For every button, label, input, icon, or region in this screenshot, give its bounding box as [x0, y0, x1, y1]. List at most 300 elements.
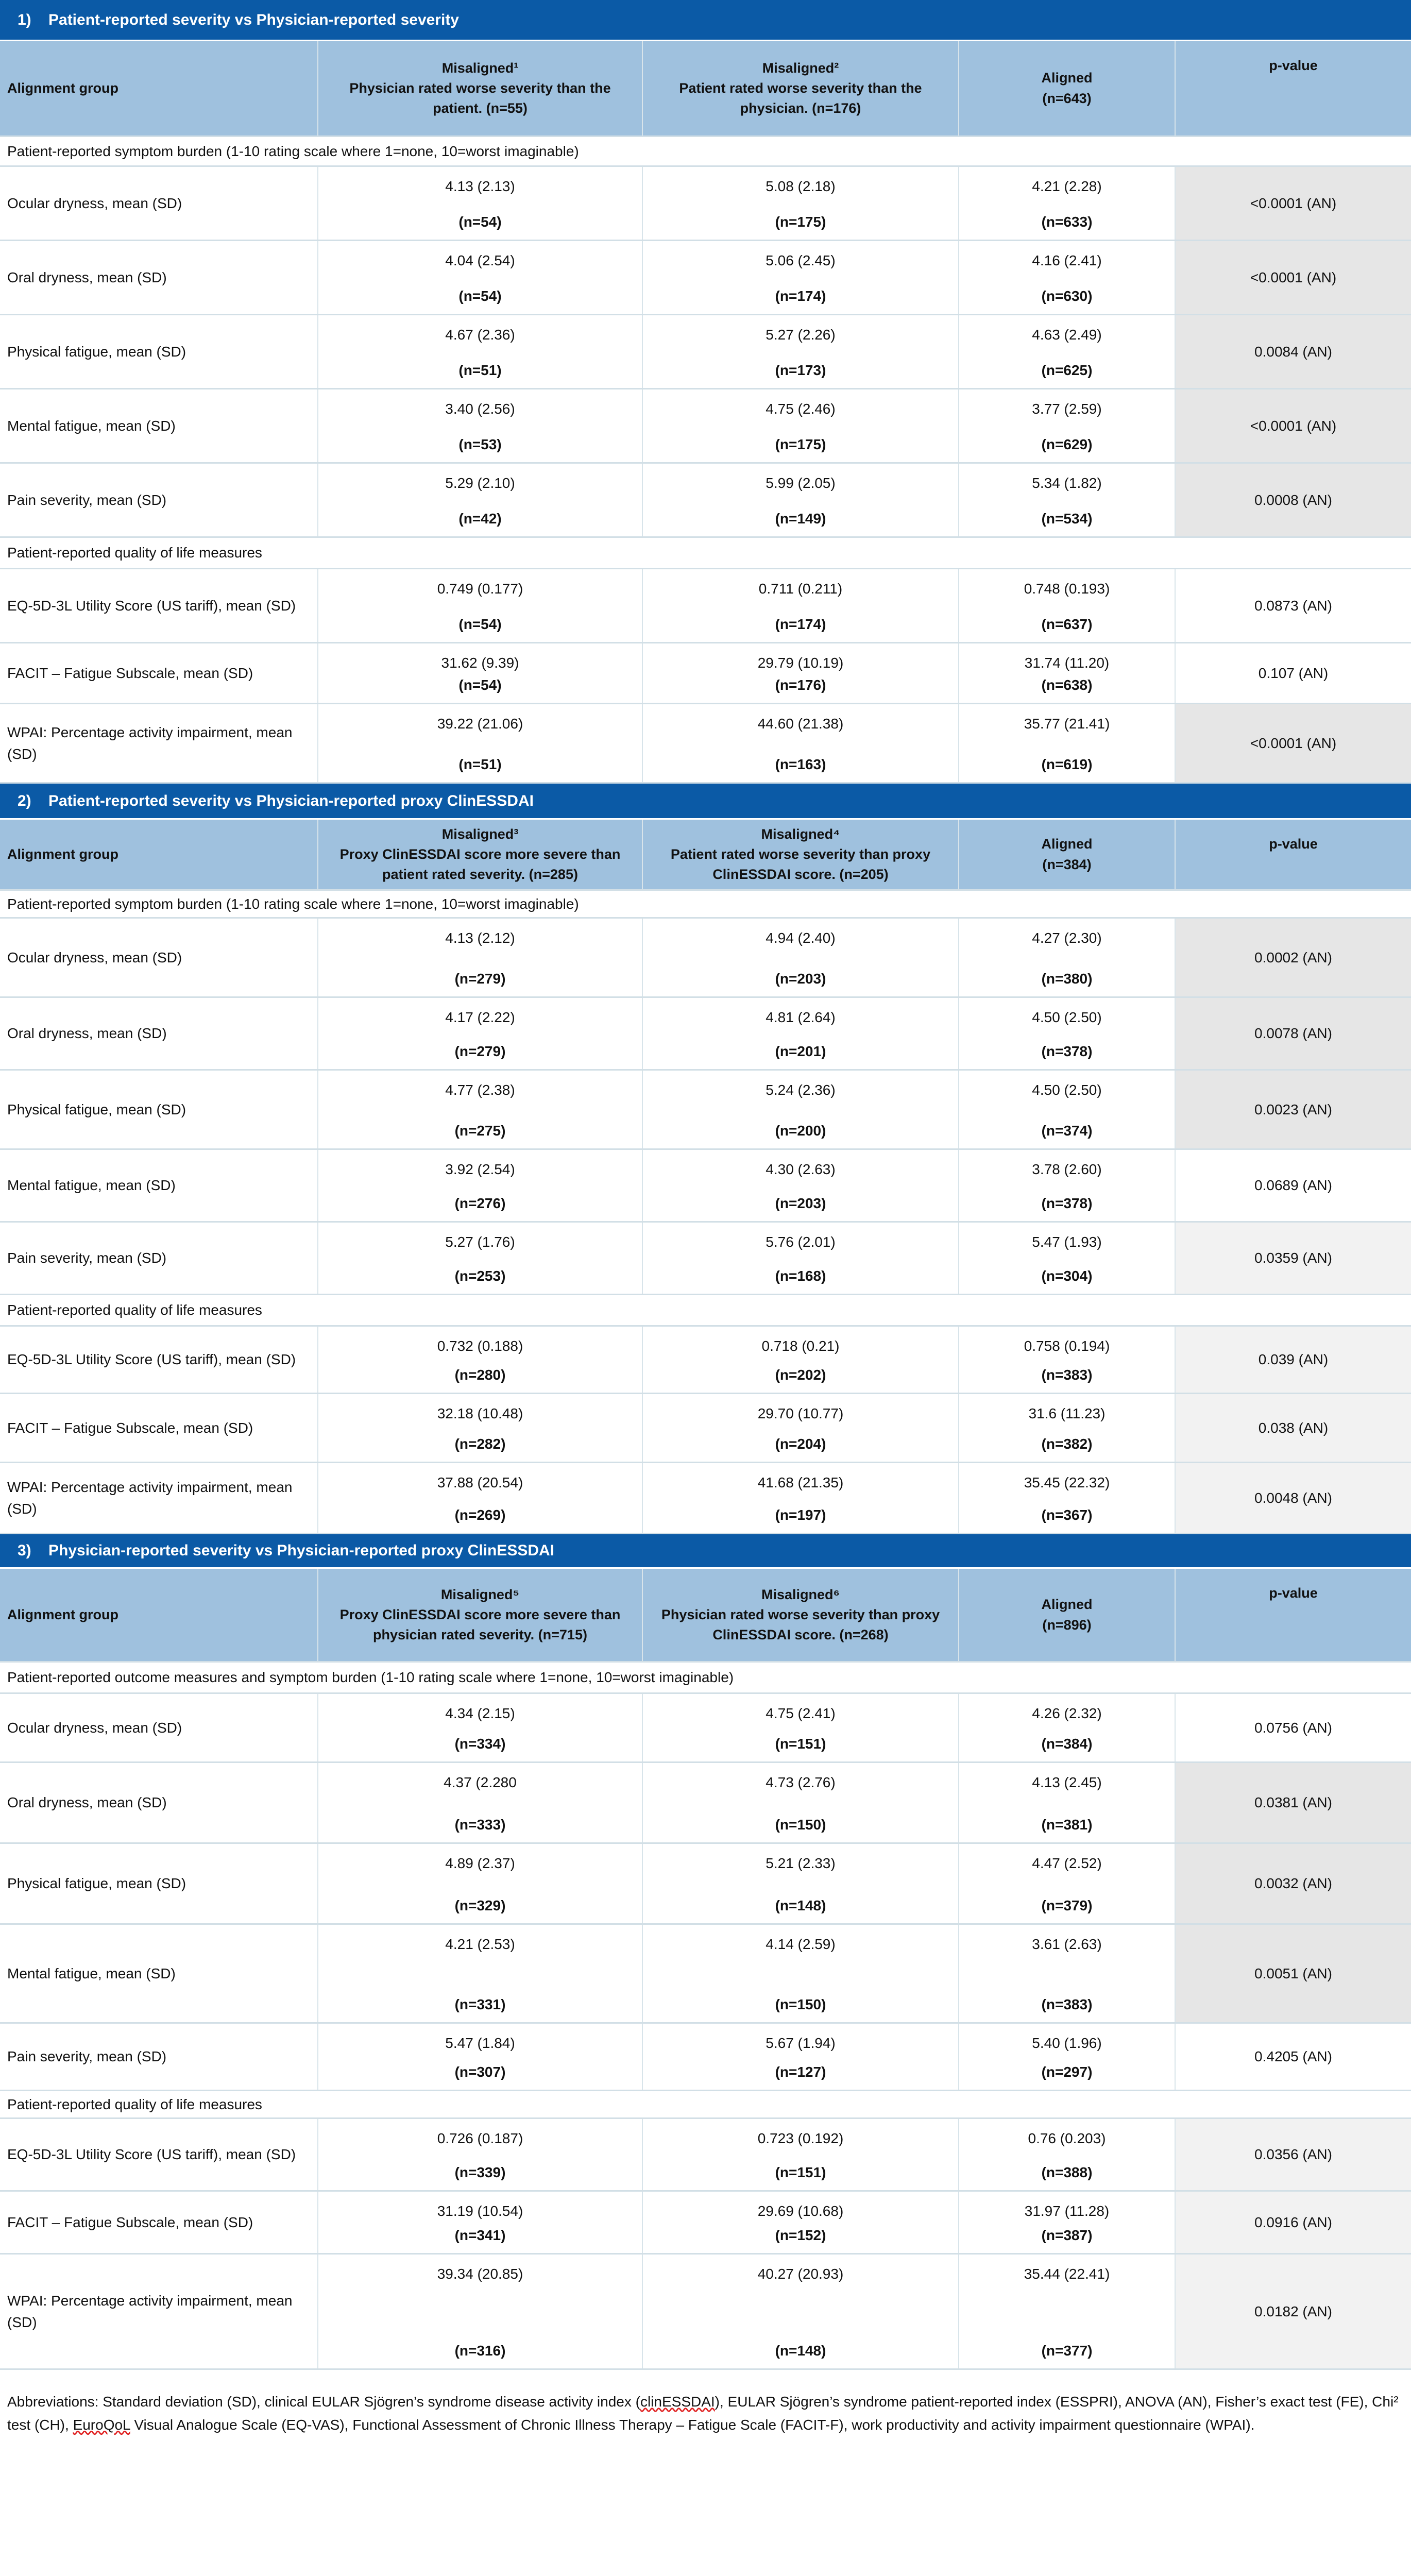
- value-cell: [959, 167, 1176, 240]
- sample-size: (n=176): [775, 677, 826, 693]
- row-label: Pain severity, mean (SD): [0, 464, 318, 536]
- sample-size: (n=54): [458, 288, 502, 304]
- mean-sd-value: 39.34 (20.85): [437, 2266, 523, 2282]
- value-cell: [318, 919, 643, 996]
- sample-size: (n=276): [454, 1195, 506, 1211]
- value-cell: [959, 241, 1176, 314]
- value-cell: [959, 315, 1176, 388]
- section-title: Patient-reported severity vs Physician-reported severity: [48, 11, 459, 28]
- sample-size: (n=316): [454, 2343, 506, 2359]
- value-cell: [318, 167, 643, 240]
- table-row: [0, 998, 1411, 1071]
- row-label: Oral dryness, mean (SD): [0, 241, 318, 314]
- row-label: EQ-5D-3L Utility Score (US tariff), mean (SD): [0, 2119, 318, 2190]
- mean-sd-value: 5.47 (1.93): [1032, 1234, 1102, 1250]
- mean-sd-value: 39.22 (21.06): [437, 716, 523, 732]
- mean-sd-value: 5.24 (2.36): [766, 1082, 836, 1098]
- header-title: Aligned: [1041, 70, 1093, 86]
- sample-size: (n=380): [1041, 971, 1093, 987]
- p-value-cell: <0.0001 (AN): [1176, 704, 1411, 782]
- p-value-cell: 0.0008 (AN): [1176, 464, 1411, 536]
- value-cell: [959, 1694, 1176, 1761]
- group-subheading: Patient-reported symptom burden (1-10 rating scale where 1=none, 10=worst imaginable): [0, 891, 1411, 919]
- sample-size: (n=374): [1041, 1123, 1093, 1139]
- sample-size: (n=339): [454, 2164, 506, 2180]
- mean-sd-value: 31.74 (11.20): [1024, 655, 1110, 671]
- table-row: [0, 643, 1411, 704]
- p-value-cell: 0.107 (AN): [1176, 643, 1411, 703]
- footnote-text: ), EULAR Sjögren’s syndrome patient-reported index (ESSPRI), ANOVA (AN), Fisher’s exact test (FE), Chi² test (CH),: [7, 2394, 1399, 2433]
- mean-sd-value: 5.08 (2.18): [766, 178, 836, 194]
- value-cell: [318, 1150, 643, 1221]
- header-mis2: [643, 1569, 959, 1661]
- mean-sd-value: 4.30 (2.63): [766, 1161, 836, 1177]
- p-value-cell: 0.038 (AN): [1176, 1394, 1411, 1462]
- p-value-cell: <0.0001 (AN): [1176, 167, 1411, 240]
- header-mis1: [318, 1569, 643, 1661]
- value-cell: [318, 2192, 643, 2253]
- value-cell: [959, 1925, 1176, 2022]
- sample-size: (n=341): [454, 2227, 506, 2243]
- mean-sd-value: 4.13 (2.12): [445, 930, 515, 946]
- sample-size: (n=203): [775, 971, 826, 987]
- header-count: (n=384): [1042, 856, 1092, 872]
- mean-sd-value: 3.92 (2.54): [445, 1161, 515, 1177]
- mean-sd-value: 5.27 (1.76): [445, 1234, 515, 1250]
- table-header-row: [0, 1569, 1411, 1663]
- mean-sd-value: 3.61 (2.63): [1032, 1936, 1102, 1952]
- abbreviations-footnote: [0, 2370, 1411, 2458]
- table-row: [0, 389, 1411, 464]
- table-header-row: [0, 41, 1411, 137]
- value-cell: [318, 998, 643, 1069]
- sample-size: (n=253): [454, 1268, 506, 1284]
- value-cell: [318, 1223, 643, 1294]
- value-cell: [959, 2024, 1176, 2090]
- value-cell: [318, 2024, 643, 2090]
- table-section-3: [0, 1534, 1411, 2370]
- group-subheading: Patient-reported outcome measures and symptom burden (1-10 rating scale where 1=none, 10=worst imaginable): [0, 1663, 1411, 1694]
- value-cell: [959, 1327, 1176, 1393]
- header-description: Patient rated worse severity than the physician. (n=176): [679, 80, 922, 116]
- sample-size: (n=379): [1041, 1897, 1093, 1913]
- header-p-value: p-value: [1269, 836, 1318, 852]
- mean-sd-value: 3.40 (2.56): [445, 401, 515, 417]
- group-subheading: Patient-reported quality of life measures: [0, 1295, 1411, 1327]
- mean-sd-value: 0.711 (0.211): [758, 581, 843, 597]
- mean-sd-value: 0.723 (0.192): [757, 2130, 844, 2146]
- sample-size: (n=173): [775, 362, 826, 378]
- value-cell: [318, 704, 643, 782]
- value-cell: [643, 1844, 959, 1923]
- sample-size: (n=629): [1041, 436, 1093, 452]
- value-cell: [959, 389, 1176, 462]
- group-subheading: Patient-reported quality of life measures: [0, 2091, 1411, 2119]
- value-cell: [959, 2119, 1176, 2190]
- value-cell: [643, 2192, 959, 2253]
- row-label: Pain severity, mean (SD): [0, 1223, 318, 1294]
- section-title: Patient-reported severity vs Physician-reported proxy ClinESSDAI: [48, 792, 534, 809]
- value-cell: [643, 998, 959, 1069]
- mean-sd-value: 4.14 (2.59): [766, 1936, 836, 1952]
- mean-sd-value: 5.34 (1.82): [1032, 475, 1102, 491]
- p-value-cell: 0.0356 (AN): [1176, 2119, 1411, 2190]
- sample-size: (n=200): [775, 1123, 826, 1139]
- sample-size: (n=377): [1041, 2343, 1093, 2359]
- row-label: FACIT – Fatigue Subscale, mean (SD): [0, 1394, 318, 1462]
- sample-size: (n=203): [775, 1195, 826, 1211]
- header-title: Misaligned⁶: [761, 1586, 840, 1602]
- p-value-cell: 0.0756 (AN): [1176, 1694, 1411, 1761]
- table-section-1: [0, 0, 1411, 784]
- mean-sd-value: 31.97 (11.28): [1024, 2203, 1110, 2219]
- row-label: Ocular dryness, mean (SD): [0, 1694, 318, 1761]
- table-row: [0, 1150, 1411, 1223]
- p-value-cell: 0.0051 (AN): [1176, 1925, 1411, 2022]
- table-row: [0, 315, 1411, 389]
- value-cell: [318, 241, 643, 314]
- header-description: Proxy ClinESSDAI score more severe than patient rated severity. (n=285): [339, 846, 621, 883]
- table-section-2: [0, 784, 1411, 1534]
- mean-sd-value: 44.60 (21.38): [757, 716, 844, 732]
- p-value-cell: 0.0002 (AN): [1176, 919, 1411, 996]
- sample-size: (n=383): [1041, 1367, 1093, 1383]
- sample-size: (n=297): [1041, 2064, 1093, 2080]
- mean-sd-value: 40.27 (20.93): [757, 2266, 844, 2282]
- table-row: [0, 1763, 1411, 1844]
- sample-size: (n=149): [775, 511, 826, 527]
- value-cell: [643, 919, 959, 996]
- value-cell: [318, 1071, 643, 1148]
- mean-sd-value: 5.27 (2.26): [766, 327, 836, 343]
- row-label: EQ-5D-3L Utility Score (US tariff), mean (SD): [0, 569, 318, 642]
- header-count: (n=643): [1042, 90, 1092, 106]
- table-row: [0, 2255, 1411, 2370]
- table-row: [0, 919, 1411, 998]
- value-cell: [643, 1763, 959, 1842]
- mean-sd-value: 37.88 (20.54): [437, 1475, 523, 1490]
- mean-sd-value: 35.44 (22.41): [1024, 2266, 1110, 2282]
- table-row: [0, 1327, 1411, 1394]
- mean-sd-value: 4.47 (2.52): [1032, 1855, 1102, 1871]
- value-cell: [318, 389, 643, 462]
- header-title: Aligned: [1041, 1597, 1093, 1613]
- mean-sd-value: 5.06 (2.45): [766, 252, 836, 268]
- mean-sd-value: 31.19 (10.54): [437, 2203, 523, 2219]
- mean-sd-value: 4.26 (2.32): [1032, 1705, 1102, 1721]
- mean-sd-value: 31.62 (9.39): [441, 655, 519, 671]
- mean-sd-value: 0.726 (0.187): [437, 2130, 523, 2146]
- value-cell: [318, 2255, 643, 2368]
- value-cell: [643, 1327, 959, 1393]
- sample-size: (n=329): [454, 1897, 506, 1913]
- mean-sd-value: 0.748 (0.193): [1024, 581, 1110, 597]
- table-header-row: [0, 820, 1411, 891]
- header-mis2: [643, 41, 959, 135]
- row-label: Oral dryness, mean (SD): [0, 998, 318, 1069]
- header-aligned: [959, 1569, 1176, 1661]
- footnote-term: clinESSDAI: [640, 2394, 715, 2410]
- section-number: 2): [18, 792, 31, 809]
- mean-sd-value: 5.21 (2.33): [766, 1855, 836, 1871]
- value-cell: [643, 1925, 959, 2022]
- value-cell: [959, 1223, 1176, 1294]
- value-cell: [643, 1223, 959, 1294]
- mean-sd-value: 0.76 (0.203): [1028, 2130, 1106, 2146]
- value-cell: [643, 1071, 959, 1148]
- section-title-bar: [0, 1534, 1411, 1569]
- table-row: [0, 1844, 1411, 1925]
- mean-sd-value: 4.67 (2.36): [445, 327, 515, 343]
- mean-sd-value: 0.758 (0.194): [1024, 1338, 1110, 1354]
- p-value-cell: 0.0359 (AN): [1176, 1223, 1411, 1294]
- sample-size: (n=384): [1041, 1736, 1093, 1752]
- mean-sd-value: 4.17 (2.22): [445, 1009, 515, 1025]
- value-cell: [959, 1463, 1176, 1533]
- table-row: [0, 569, 1411, 643]
- sample-size: (n=127): [775, 2064, 826, 2080]
- footnote-text: Visual Analogue Scale (EQ-VAS), Functional Assessment of Chronic Illness Therapy – Fatigue Scale (FACIT-F), work productivity and activity impairment questionnaire (WPAI).: [130, 2416, 1255, 2433]
- value-cell: [643, 2024, 959, 2090]
- table-row: [0, 167, 1411, 241]
- row-label: Mental fatigue, mean (SD): [0, 1925, 318, 2022]
- sample-size: (n=151): [775, 1736, 826, 1752]
- mean-sd-value: 4.21 (2.53): [445, 1936, 515, 1952]
- table-row: [0, 1071, 1411, 1150]
- mean-sd-value: 3.77 (2.59): [1032, 401, 1102, 417]
- sample-size: (n=388): [1041, 2164, 1093, 2180]
- sample-size: (n=202): [775, 1367, 826, 1383]
- sample-size: (n=53): [458, 436, 502, 452]
- row-label: EQ-5D-3L Utility Score (US tariff), mean (SD): [0, 1327, 318, 1393]
- value-cell: [959, 704, 1176, 782]
- value-cell: [959, 1763, 1176, 1842]
- value-cell: [318, 1925, 643, 2022]
- p-value-cell: 0.039 (AN): [1176, 1327, 1411, 1393]
- value-cell: [959, 2255, 1176, 2368]
- table-row: [0, 1223, 1411, 1295]
- sample-size: (n=54): [458, 616, 502, 632]
- header-mis2: [643, 820, 959, 889]
- mean-sd-value: 4.21 (2.28): [1032, 178, 1102, 194]
- sample-size: (n=175): [775, 214, 826, 230]
- mean-sd-value: 5.47 (1.84): [445, 2035, 515, 2051]
- value-cell: [643, 643, 959, 703]
- header-description: Physician rated worse severity than the patient. (n=55): [349, 80, 611, 116]
- table-row: [0, 464, 1411, 538]
- value-cell: [318, 1327, 643, 1393]
- mean-sd-value: 35.45 (22.32): [1024, 1475, 1110, 1490]
- value-cell: [959, 1844, 1176, 1923]
- section-number: 3): [18, 1542, 31, 1559]
- header-alignment-group: Alignment group: [0, 820, 318, 889]
- sample-size: (n=619): [1041, 756, 1093, 772]
- value-cell: [959, 464, 1176, 536]
- value-cell: [318, 1394, 643, 1462]
- table-row: [0, 1394, 1411, 1463]
- value-cell: [959, 1150, 1176, 1221]
- sample-size: (n=150): [775, 1996, 826, 2012]
- sample-size: (n=204): [775, 1436, 826, 1452]
- header-description: Proxy ClinESSDAI score more severe than physician rated severity. (n=715): [339, 1606, 621, 1643]
- header-description: Patient rated worse severity than proxy ClinESSDAI score. (n=205): [670, 846, 931, 883]
- table-row: [0, 1463, 1411, 1534]
- sample-size: (n=534): [1041, 511, 1093, 527]
- sample-size: (n=197): [775, 1507, 826, 1523]
- sample-size: (n=148): [775, 1897, 826, 1913]
- sample-size: (n=51): [458, 756, 502, 772]
- mean-sd-value: 29.79 (10.19): [757, 655, 844, 671]
- section-title-bar: [0, 784, 1411, 820]
- value-cell: [318, 1763, 643, 1842]
- sample-size: (n=150): [775, 1817, 826, 1833]
- value-cell: [959, 643, 1176, 703]
- header-count: (n=896): [1042, 1617, 1092, 1633]
- sample-size: (n=331): [454, 1996, 506, 2012]
- p-value-cell: 0.0873 (AN): [1176, 569, 1411, 642]
- mean-sd-value: 0.718 (0.21): [761, 1338, 840, 1354]
- mean-sd-value: 5.76 (2.01): [766, 1234, 836, 1250]
- mean-sd-value: 4.75 (2.41): [766, 1705, 836, 1721]
- sample-size: (n=625): [1041, 362, 1093, 378]
- mean-sd-value: 4.37 (2.280: [444, 1774, 517, 1790]
- row-label: WPAI: Percentage activity impairment, mean (SD): [0, 2255, 318, 2368]
- header-title: Misaligned⁴: [761, 826, 840, 842]
- sample-size: (n=201): [775, 1043, 826, 1059]
- sample-size: (n=378): [1041, 1043, 1093, 1059]
- sample-size: (n=152): [775, 2227, 826, 2243]
- sample-size: (n=280): [454, 1367, 506, 1383]
- mean-sd-value: 4.27 (2.30): [1032, 930, 1102, 946]
- value-cell: [318, 464, 643, 536]
- mean-sd-value: 0.749 (0.177): [437, 581, 523, 597]
- value-cell: [959, 2192, 1176, 2253]
- p-value-cell: 0.0078 (AN): [1176, 998, 1411, 1069]
- value-cell: [318, 569, 643, 642]
- sample-size: (n=387): [1041, 2227, 1093, 2243]
- value-cell: [643, 1394, 959, 1462]
- header-mis1: [318, 820, 643, 889]
- row-label: FACIT – Fatigue Subscale, mean (SD): [0, 643, 318, 703]
- row-label: Ocular dryness, mean (SD): [0, 167, 318, 240]
- mean-sd-value: 41.68 (21.35): [757, 1475, 844, 1490]
- mean-sd-value: 4.13 (2.13): [445, 178, 515, 194]
- header-aligned: [959, 41, 1176, 135]
- sample-size: (n=174): [775, 288, 826, 304]
- table-row: [0, 1694, 1411, 1763]
- header-p-value: p-value: [1269, 1585, 1318, 1601]
- sample-size: (n=304): [1041, 1268, 1093, 1284]
- value-cell: [643, 1150, 959, 1221]
- row-label: Mental fatigue, mean (SD): [0, 1150, 318, 1221]
- mean-sd-value: 4.34 (2.15): [445, 1705, 515, 1721]
- sample-size: (n=148): [775, 2343, 826, 2359]
- header-mis1: [318, 41, 643, 135]
- table-row: [0, 1925, 1411, 2024]
- row-label: WPAI: Percentage activity impairment, mean (SD): [0, 1463, 318, 1533]
- mean-sd-value: 32.18 (10.48): [437, 1405, 523, 1421]
- mean-sd-value: 4.13 (2.45): [1032, 1774, 1102, 1790]
- value-cell: [643, 241, 959, 314]
- sample-size: (n=630): [1041, 288, 1093, 304]
- value-cell: [643, 2255, 959, 2368]
- header-title: Misaligned¹: [441, 60, 519, 76]
- mean-sd-value: 31.6 (11.23): [1028, 1405, 1106, 1421]
- p-value-cell: <0.0001 (AN): [1176, 241, 1411, 314]
- p-value-cell: 0.0032 (AN): [1176, 1844, 1411, 1923]
- header-alignment-group: Alignment group: [0, 1569, 318, 1661]
- sample-size: (n=333): [454, 1817, 506, 1833]
- sample-size: (n=275): [454, 1123, 506, 1139]
- row-label: Physical fatigue, mean (SD): [0, 1844, 318, 1923]
- p-value-cell: 0.0182 (AN): [1176, 2255, 1411, 2368]
- section-number: 1): [18, 11, 31, 28]
- sample-size: (n=174): [775, 616, 826, 632]
- row-label: Mental fatigue, mean (SD): [0, 389, 318, 462]
- header-title: Misaligned³: [441, 826, 519, 842]
- value-cell: [318, 315, 643, 388]
- mean-sd-value: 5.99 (2.05): [766, 475, 836, 491]
- row-label: Physical fatigue, mean (SD): [0, 1071, 318, 1148]
- sample-size: (n=381): [1041, 1817, 1093, 1833]
- p-value-cell: 0.0689 (AN): [1176, 1150, 1411, 1221]
- value-cell: [643, 704, 959, 782]
- row-label: WPAI: Percentage activity impairment, mean (SD): [0, 704, 318, 782]
- value-cell: [959, 1071, 1176, 1148]
- value-cell: [643, 389, 959, 462]
- mean-sd-value: 4.16 (2.41): [1032, 252, 1102, 268]
- sample-size: (n=54): [458, 214, 502, 230]
- sample-size: (n=279): [454, 971, 506, 987]
- group-subheading: Patient-reported symptom burden (1-10 rating scale where 1=none, 10=worst imaginable): [0, 137, 1411, 167]
- value-cell: [959, 1394, 1176, 1462]
- mean-sd-value: 4.73 (2.76): [766, 1774, 836, 1790]
- footnote-term: EuroQoL: [73, 2416, 130, 2433]
- mean-sd-value: 4.94 (2.40): [766, 930, 836, 946]
- p-value-cell: <0.0001 (AN): [1176, 389, 1411, 462]
- value-cell: [643, 315, 959, 388]
- mean-sd-value: 4.89 (2.37): [445, 1855, 515, 1871]
- sample-size: (n=269): [454, 1507, 506, 1523]
- value-cell: [318, 2119, 643, 2190]
- row-label: FACIT – Fatigue Subscale, mean (SD): [0, 2192, 318, 2253]
- value-cell: [643, 464, 959, 536]
- section-title: Physician-reported severity vs Physician-reported proxy ClinESSDAI: [48, 1542, 555, 1559]
- p-value-cell: 0.4205 (AN): [1176, 2024, 1411, 2090]
- mean-sd-value: 5.29 (2.10): [445, 475, 515, 491]
- value-cell: [643, 167, 959, 240]
- value-cell: [318, 1694, 643, 1761]
- section-title-bar: [0, 0, 1411, 41]
- sample-size: (n=282): [454, 1436, 506, 1452]
- table-row: [0, 704, 1411, 784]
- mean-sd-value: 3.78 (2.60): [1032, 1161, 1102, 1177]
- value-cell: [959, 569, 1176, 642]
- mean-sd-value: 4.75 (2.46): [766, 401, 836, 417]
- mean-sd-value: 4.81 (2.64): [766, 1009, 836, 1025]
- mean-sd-value: 4.04 (2.54): [445, 252, 515, 268]
- value-cell: [643, 569, 959, 642]
- mean-sd-value: 29.69 (10.68): [757, 2203, 844, 2219]
- mean-sd-value: 35.77 (21.41): [1024, 716, 1110, 732]
- table-row: [0, 2192, 1411, 2255]
- mean-sd-value: 0.732 (0.188): [437, 1338, 523, 1354]
- sample-size: (n=378): [1041, 1195, 1093, 1211]
- p-value-cell: 0.0048 (AN): [1176, 1463, 1411, 1533]
- row-label: Pain severity, mean (SD): [0, 2024, 318, 2090]
- header-title: Misaligned⁵: [440, 1586, 520, 1602]
- footnote-text: Abbreviations: Standard deviation (SD), clinical EULAR Sjögren’s syndrome disease activity index (: [7, 2394, 640, 2410]
